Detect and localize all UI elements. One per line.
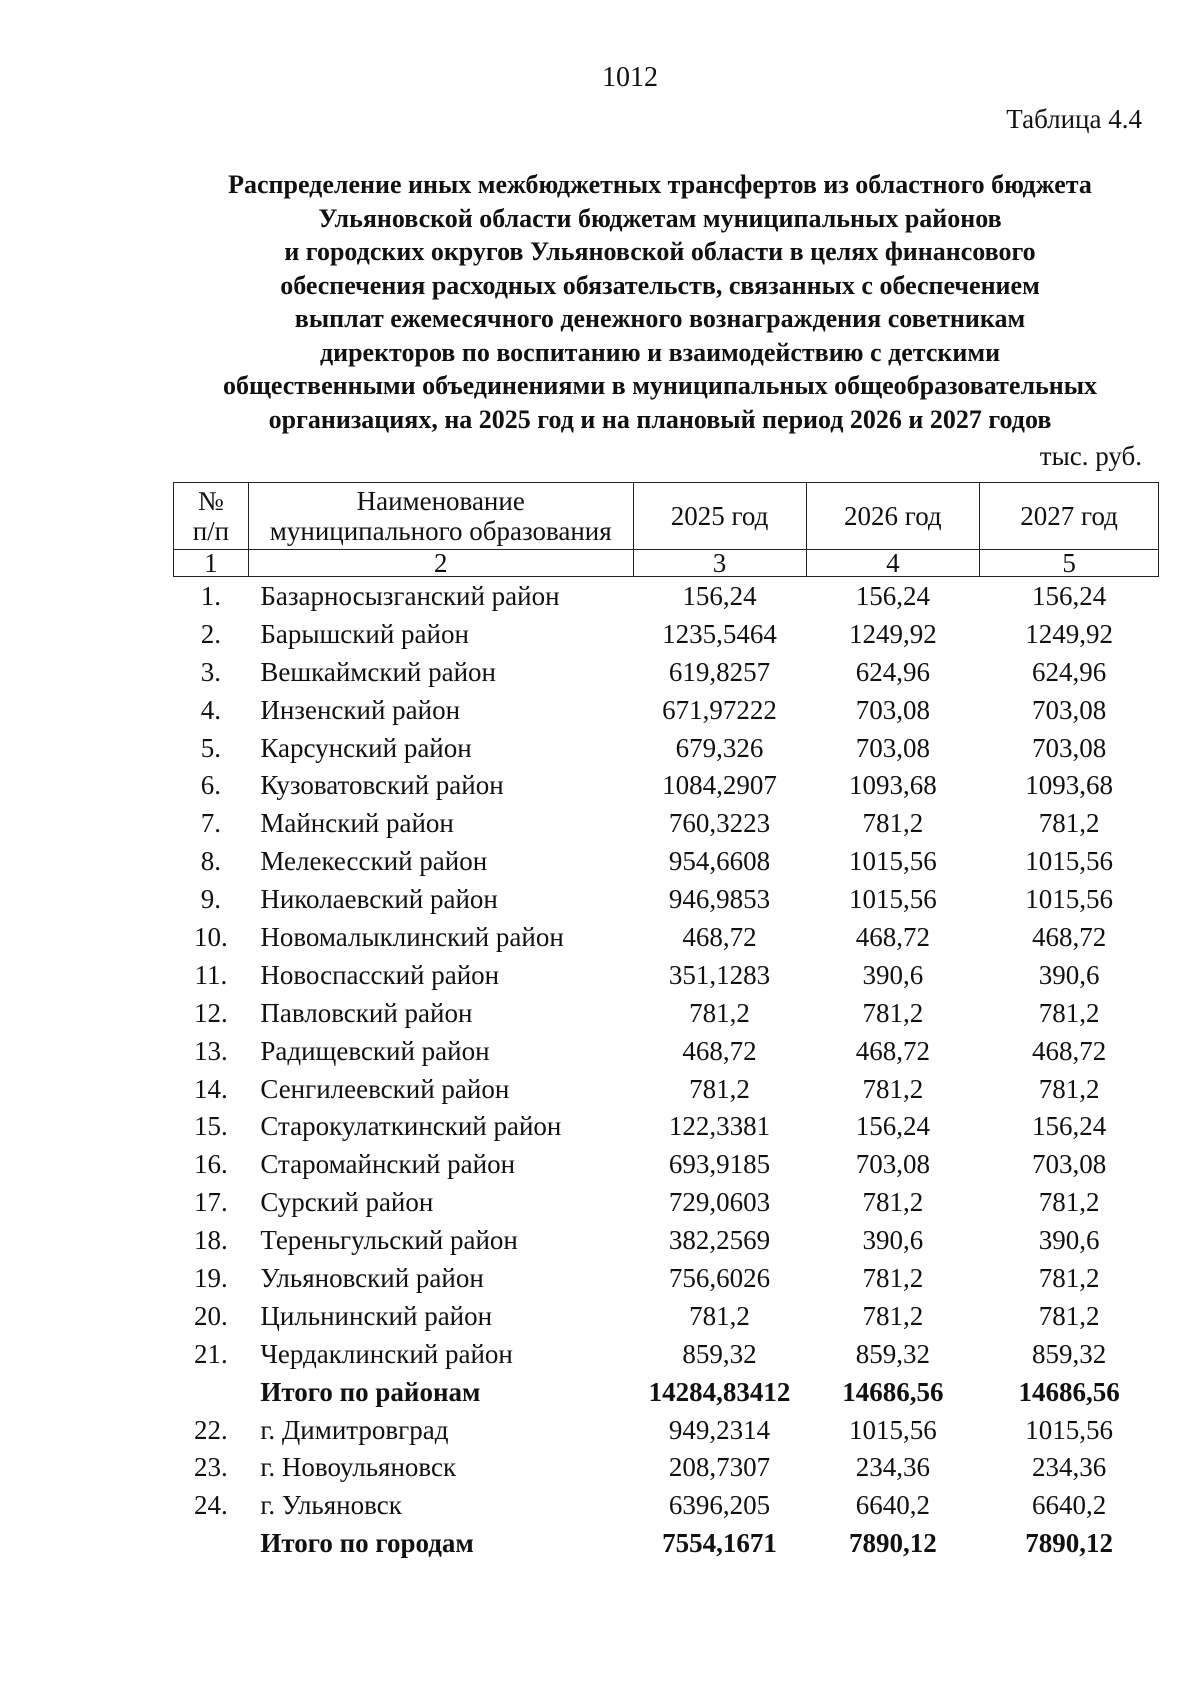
municipality-name: Цильнинский район xyxy=(260,1300,493,1331)
value-2026: 781,2 xyxy=(862,1073,924,1104)
value-2025: 382,2569 xyxy=(668,1225,771,1256)
column-number: 1 xyxy=(174,550,249,577)
value-2025: 949,2314 xyxy=(668,1414,771,1445)
column-number: 4 xyxy=(806,550,980,577)
value-2027: 624,96 xyxy=(1031,656,1107,687)
value-2025: 14284,83412 xyxy=(648,1376,791,1407)
value-2025: 946,9853 xyxy=(668,884,771,915)
table-row xyxy=(174,1448,1159,1486)
value-2027: 468,72 xyxy=(1031,921,1107,952)
municipality-name: г. Новоульяновск xyxy=(260,1452,457,1483)
row-number: 13. xyxy=(194,1035,228,1066)
table-row xyxy=(174,842,1159,880)
table-row xyxy=(174,1145,1159,1183)
value-2026: 468,72 xyxy=(855,921,930,952)
municipality-name: Кузоватовский район xyxy=(260,770,504,801)
value-2025: 760,3223 xyxy=(668,808,771,839)
value-2025: 122,3381 xyxy=(668,1111,771,1142)
table-row xyxy=(174,1411,1159,1449)
table-row xyxy=(174,804,1159,842)
row-number: 11. xyxy=(194,959,228,990)
municipality-name: г. Ульяновск xyxy=(260,1490,402,1521)
value-2026: 703,08 xyxy=(855,732,930,763)
title-line: директоров по воспитанию и взаимодействию с детскими xyxy=(319,337,1001,367)
municipality-name: Старокулаткинский район xyxy=(260,1111,562,1142)
value-2025: 351,1283 xyxy=(668,959,771,990)
value-2025: 693,9185 xyxy=(668,1149,771,1180)
municipality-name: Сурский район xyxy=(260,1187,434,1218)
value-2027: 703,08 xyxy=(1031,732,1107,763)
row-number: 5. xyxy=(200,732,222,763)
title-line: Ульяновской области бюджетам муниципальных районов xyxy=(318,203,1002,233)
value-2025: 954,6608 xyxy=(668,846,771,877)
value-2027: 1015,56 xyxy=(1025,846,1113,877)
municipality-name: Карсунский район xyxy=(260,732,472,763)
municipality-name: Итого по городам xyxy=(260,1528,474,1559)
row-number: 3. xyxy=(200,656,222,687)
value-2026: 14686,56 xyxy=(842,1376,944,1407)
title-line: обеспечения расходных обязательств, связанных с обеспечением xyxy=(280,270,1040,300)
value-2026: 781,2 xyxy=(862,1262,924,1293)
value-2027: 859,32 xyxy=(1031,1338,1107,1369)
table-label: Таблица 4.4 xyxy=(1006,104,1142,134)
header-name: Наименование муниципального образования xyxy=(248,483,633,550)
title-line: и городских округов Ульяновской области в целях финансового xyxy=(284,237,1036,266)
value-2025: 619,8257 xyxy=(668,656,771,687)
table-row xyxy=(174,1107,1159,1145)
municipality-name: г. Димитровград xyxy=(260,1414,449,1445)
row-number: 24. xyxy=(194,1490,228,1521)
transfers-table xyxy=(173,482,1159,1562)
title-line: организациях, на 2025 год и на плановый период 2026 и 2027 годов xyxy=(268,404,1052,434)
value-2025: 6396,205 xyxy=(668,1490,771,1521)
municipality-name: Базарносызганский район xyxy=(260,580,560,611)
value-2025: 1235,5464 xyxy=(662,618,777,649)
header-2027: 2027 год xyxy=(980,483,1159,550)
table-row xyxy=(174,691,1159,729)
total-row xyxy=(174,1524,1159,1562)
value-2027: 1015,56 xyxy=(1025,884,1113,915)
value-2026: 781,2 xyxy=(862,1300,924,1331)
row-number: 8. xyxy=(200,846,222,877)
row-number: 17. xyxy=(194,1187,228,1218)
row-number: 20. xyxy=(194,1300,228,1331)
value-2025: 729,0603 xyxy=(668,1187,771,1218)
table-row xyxy=(174,1335,1159,1373)
value-2027: 703,08 xyxy=(1031,694,1107,725)
value-2026: 624,96 xyxy=(855,656,930,687)
row-number: 10. xyxy=(194,921,228,952)
row-number: 6. xyxy=(200,770,222,801)
value-2027: 1015,56 xyxy=(1025,1414,1113,1445)
value-2026: 7890,12 xyxy=(848,1528,937,1559)
value-2025: 671,97222 xyxy=(662,694,777,725)
value-2027: 7890,12 xyxy=(1025,1528,1113,1559)
row-number: 1. xyxy=(200,580,222,611)
value-2027: 1249,92 xyxy=(1025,618,1113,649)
row-number: 12. xyxy=(194,997,228,1028)
value-2026: 1015,56 xyxy=(848,884,937,915)
value-2025: 781,2 xyxy=(689,997,750,1028)
table-row xyxy=(174,994,1159,1032)
table-row xyxy=(174,880,1159,918)
municipality-name: Инзенский район xyxy=(260,694,461,725)
row-number: 23. xyxy=(194,1452,228,1483)
municipality-name: Новоспасский район xyxy=(260,959,500,990)
value-2025: 781,2 xyxy=(689,1073,750,1104)
municipality-name: Старомайнский район xyxy=(260,1149,516,1180)
value-2027: 703,08 xyxy=(1031,1149,1107,1180)
row-number xyxy=(174,1524,249,1562)
municipality-name: Ульяновский район xyxy=(260,1262,484,1293)
value-2025: 859,32 xyxy=(682,1338,757,1369)
municipality-name: Тереньгульский район xyxy=(260,1225,518,1256)
municipality-name: Сенгилеевский район xyxy=(260,1073,510,1104)
header-number: № п/п xyxy=(174,483,249,550)
row-number: 22. xyxy=(194,1414,228,1445)
value-2027: 781,2 xyxy=(1038,1262,1100,1293)
municipality-name: Вешкаймский район xyxy=(260,656,497,687)
row-number: 9. xyxy=(200,884,222,915)
value-2026: 6640,2 xyxy=(855,1490,930,1521)
municipality-name: Мелекесский район xyxy=(260,846,488,877)
value-2027: 390,6 xyxy=(1038,1225,1100,1256)
table-header xyxy=(174,483,1159,577)
value-2027: 781,2 xyxy=(1038,808,1100,839)
table-row xyxy=(174,1032,1159,1070)
value-2027: 156,24 xyxy=(1031,580,1107,611)
value-2026: 390,6 xyxy=(862,1225,924,1256)
table-row xyxy=(174,1183,1159,1221)
value-2027: 1093,68 xyxy=(1025,770,1113,801)
table-body xyxy=(174,577,1159,1563)
value-2025: 781,2 xyxy=(689,1300,750,1331)
column-number: 5 xyxy=(980,550,1159,577)
header-2026: 2026 год xyxy=(806,483,980,550)
value-2026: 156,24 xyxy=(855,580,930,611)
value-2026: 234,36 xyxy=(855,1452,930,1483)
table-row xyxy=(174,615,1159,653)
value-2026: 1249,92 xyxy=(848,618,937,649)
table-row xyxy=(174,956,1159,994)
municipality-name: Чердаклинский район xyxy=(260,1338,513,1369)
value-2027: 468,72 xyxy=(1031,1035,1107,1066)
header-2025: 2025 год xyxy=(633,483,806,550)
row-number: 2. xyxy=(200,618,222,649)
value-2026: 859,32 xyxy=(855,1338,930,1369)
value-2026: 781,2 xyxy=(862,808,924,839)
page-number: 1012 xyxy=(602,62,658,93)
table-row xyxy=(174,1297,1159,1335)
value-2026: 781,2 xyxy=(862,997,924,1028)
municipality-name: Павловский район xyxy=(260,997,473,1028)
units-label: тыс. руб. xyxy=(1039,441,1142,471)
value-2026: 390,6 xyxy=(862,959,924,990)
value-2027: 390,6 xyxy=(1038,959,1100,990)
value-2027: 781,2 xyxy=(1038,1187,1100,1218)
value-2026: 468,72 xyxy=(855,1035,930,1066)
table-row xyxy=(174,1486,1159,1524)
value-2027: 781,2 xyxy=(1038,1300,1100,1331)
value-2027: 156,24 xyxy=(1031,1111,1107,1142)
value-2025: 756,6026 xyxy=(668,1262,771,1293)
municipality-name: Барышский район xyxy=(260,618,469,649)
title-line: Распределение иных межбюджетных трансфертов из областного бюджета xyxy=(228,170,1092,199)
total-row xyxy=(174,1373,1159,1411)
value-2025: 468,72 xyxy=(682,921,757,952)
row-number: 7. xyxy=(200,808,222,839)
header-row xyxy=(174,483,1159,550)
municipality-name: Николаевский район xyxy=(260,884,498,915)
row-number: 16. xyxy=(194,1149,228,1180)
municipality-name: Радищевский район xyxy=(260,1035,490,1066)
title-line: общественными объединениями в муниципальных общеобразовательных xyxy=(222,371,1098,400)
value-2025: 1084,2907 xyxy=(662,770,777,801)
row-number: 18. xyxy=(194,1225,228,1256)
title-line: выплат ежемесячного денежного вознаграждения советникам xyxy=(294,304,1026,333)
column-number-row xyxy=(174,550,1159,577)
value-2026: 703,08 xyxy=(855,1149,930,1180)
value-2025: 208,7307 xyxy=(668,1452,771,1483)
column-number: 2 xyxy=(248,550,633,577)
value-2025: 156,24 xyxy=(682,580,757,611)
municipality-name: Итого по районам xyxy=(260,1376,481,1407)
value-2026: 1093,68 xyxy=(848,770,937,801)
value-2027: 781,2 xyxy=(1038,1073,1100,1104)
value-2025: 7554,1671 xyxy=(662,1528,777,1559)
row-number: 14. xyxy=(194,1073,228,1104)
document-title xyxy=(150,168,1170,436)
value-2025: 679,326 xyxy=(675,732,764,763)
table-row xyxy=(174,653,1159,691)
value-2026: 1015,56 xyxy=(848,1414,937,1445)
municipality-name: Новомалыклинский район xyxy=(260,921,564,952)
row-number: 15. xyxy=(194,1111,228,1142)
table-row xyxy=(174,1070,1159,1108)
value-2026: 156,24 xyxy=(855,1111,930,1142)
column-number: 3 xyxy=(633,550,806,577)
municipality-name: Майнский район xyxy=(260,808,454,839)
row-number xyxy=(174,1373,249,1411)
row-number: 19. xyxy=(194,1262,228,1293)
value-2026: 703,08 xyxy=(855,694,930,725)
value-2026: 1015,56 xyxy=(848,846,937,877)
value-2025: 468,72 xyxy=(682,1035,757,1066)
table-row xyxy=(174,766,1159,804)
table-row xyxy=(174,729,1159,767)
value-2027: 781,2 xyxy=(1038,997,1100,1028)
table-row xyxy=(174,1221,1159,1259)
table-row xyxy=(174,1259,1159,1297)
table-row xyxy=(174,577,1159,615)
table-row xyxy=(174,918,1159,956)
row-number: 21. xyxy=(194,1338,228,1369)
value-2027: 6640,2 xyxy=(1031,1490,1107,1521)
value-2026: 781,2 xyxy=(862,1187,924,1218)
value-2027: 14686,56 xyxy=(1018,1376,1120,1407)
value-2027: 234,36 xyxy=(1031,1452,1107,1483)
row-number: 4. xyxy=(200,694,222,725)
